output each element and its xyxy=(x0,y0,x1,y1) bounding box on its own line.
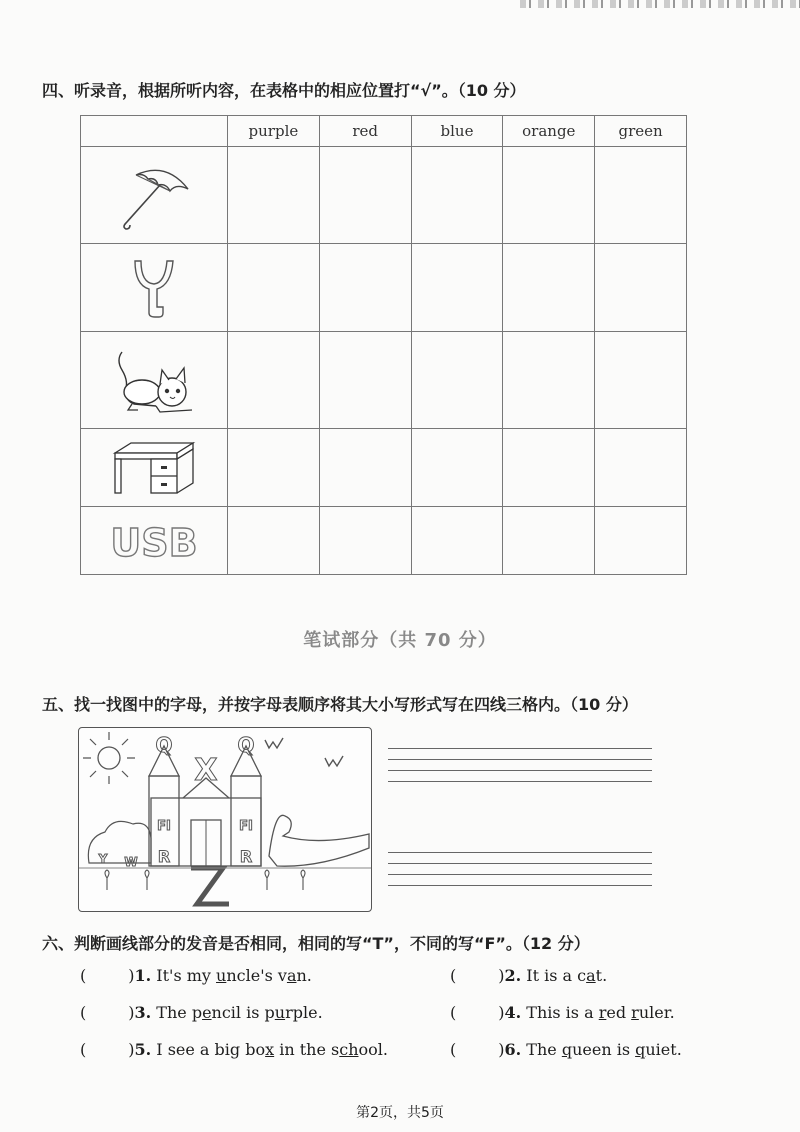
question-text: ueen is xyxy=(572,1040,636,1059)
answer-paren-open[interactable]: ( xyxy=(80,1040,87,1059)
answer-cell[interactable] xyxy=(319,332,411,429)
table-row xyxy=(81,147,687,244)
table-row xyxy=(81,243,687,332)
question-number: 2. xyxy=(504,966,522,985)
question-item xyxy=(450,1040,682,1059)
underlined-sound: r xyxy=(631,1003,639,1022)
svg-text:R: R xyxy=(239,847,253,866)
answer-paren-close: ) xyxy=(128,1040,135,1059)
answer-cell[interactable] xyxy=(411,507,503,575)
answer-cell[interactable] xyxy=(411,332,503,429)
page-footer: 第2页，共5页 xyxy=(356,1105,444,1121)
four-line-grid-2[interactable] xyxy=(388,852,652,896)
answer-cell[interactable] xyxy=(411,147,503,244)
answer-cell[interactable] xyxy=(503,147,595,244)
four-line-grid-1[interactable] xyxy=(388,748,652,792)
column-header: orange xyxy=(503,116,595,147)
question-number: 5. xyxy=(134,1040,152,1059)
answer-paren-open[interactable]: ( xyxy=(450,1040,457,1059)
svg-text:Q: Q xyxy=(237,733,255,757)
umbrella-icon xyxy=(114,159,194,231)
table-corner-cell xyxy=(81,116,228,147)
table-row xyxy=(81,507,687,575)
question-number: 4. xyxy=(504,1003,522,1022)
answer-cell[interactable] xyxy=(319,243,411,332)
listening-table xyxy=(80,115,687,575)
table-header-row xyxy=(81,116,687,147)
answer-cell[interactable] xyxy=(595,243,687,332)
letter-y-icon xyxy=(129,255,179,321)
answer-cell[interactable] xyxy=(319,147,411,244)
question-text: v xyxy=(277,966,287,985)
answer-cell[interactable] xyxy=(319,507,411,575)
cat-icon xyxy=(112,344,196,416)
question-text: This is a xyxy=(521,1003,599,1022)
underlined-sound: e xyxy=(202,1003,212,1022)
answer-paren-open[interactable]: ( xyxy=(450,966,457,985)
written-part-heading: 笔试部分（共 70 分） xyxy=(303,630,497,651)
answer-cell[interactable] xyxy=(595,429,687,507)
answer-paren-open[interactable]: ( xyxy=(450,1003,457,1022)
question-item xyxy=(80,1003,323,1022)
desk-icon xyxy=(111,439,197,497)
answer-paren-open[interactable]: ( xyxy=(80,1003,87,1022)
svg-text:R: R xyxy=(157,847,171,866)
row-image-cell xyxy=(81,243,228,332)
column-header: green xyxy=(595,116,687,147)
underlined-sound: r xyxy=(598,1003,607,1022)
svg-text:FI: FI xyxy=(239,819,253,834)
question-item xyxy=(450,1003,675,1022)
question-text: uler. xyxy=(638,1003,675,1022)
answer-cell[interactable] xyxy=(228,507,320,575)
underlined-sound: u xyxy=(216,966,227,985)
question-number: 1. xyxy=(134,966,152,985)
question-item xyxy=(450,966,607,985)
svg-text:X: X xyxy=(194,753,218,788)
question-text: ncle's xyxy=(226,966,278,985)
answer-cell[interactable] xyxy=(228,429,320,507)
underlined-sound: ch xyxy=(339,1040,359,1059)
question-text: I see a big bo xyxy=(151,1040,266,1059)
section5-title: 五、找一找图中的字母，并按字母表顺序将其大小写形式写在四线三格内。（10 分） xyxy=(42,695,638,714)
castle-scene-icon xyxy=(79,728,371,911)
row-image-cell xyxy=(81,429,228,507)
answer-cell[interactable] xyxy=(503,429,595,507)
letters-picture xyxy=(78,727,372,912)
row-image-cell xyxy=(81,332,228,429)
answer-cell[interactable] xyxy=(595,147,687,244)
column-header: purple xyxy=(228,116,320,147)
answer-cell[interactable] xyxy=(228,332,320,429)
svg-text:Y: Y xyxy=(98,852,108,866)
question-text: ed xyxy=(606,1003,632,1022)
underlined-sound: u xyxy=(274,1003,286,1022)
usb-text-icon xyxy=(109,516,199,566)
answer-cell[interactable] xyxy=(503,507,595,575)
svg-text:W: W xyxy=(124,855,138,869)
answer-cell[interactable] xyxy=(411,429,503,507)
question-number: 3. xyxy=(134,1003,152,1022)
answer-cell[interactable] xyxy=(228,243,320,332)
svg-text:FI: FI xyxy=(157,819,171,834)
question-item xyxy=(80,966,312,985)
answer-cell[interactable] xyxy=(411,243,503,332)
row-image-cell xyxy=(81,507,228,575)
svg-text:USB: USB xyxy=(110,520,198,565)
answer-paren-close: ) xyxy=(128,1003,135,1022)
section6-title: 六、判断画线部分的发音是否相同，相同的写“T”，不同的写“F”。（12 分） xyxy=(42,934,590,953)
question-text: in the s xyxy=(274,1040,340,1059)
question-text: n. xyxy=(296,966,312,985)
svg-text:Q: Q xyxy=(155,733,173,757)
answer-cell[interactable] xyxy=(503,332,595,429)
underlined-sound: q xyxy=(561,1040,573,1059)
answer-cell[interactable] xyxy=(228,147,320,244)
answer-cell[interactable] xyxy=(503,243,595,332)
question-text: ncil is p xyxy=(211,1003,275,1022)
top-decoration xyxy=(520,0,800,8)
answer-paren-close: ) xyxy=(128,966,135,985)
table-row xyxy=(81,332,687,429)
question-text: It's my xyxy=(151,966,217,985)
row-image-cell xyxy=(81,147,228,244)
underlined-sound: a xyxy=(586,966,596,985)
column-header: red xyxy=(319,116,411,147)
table-row xyxy=(81,429,687,507)
question-item xyxy=(80,1040,388,1059)
answer-cell[interactable] xyxy=(595,507,687,575)
question-text: rple. xyxy=(285,1003,323,1022)
answer-paren-close: ) xyxy=(498,1003,505,1022)
answer-paren-close: ) xyxy=(498,966,505,985)
question-text: t. xyxy=(595,966,608,985)
column-header: blue xyxy=(411,116,503,147)
question-text: uiet. xyxy=(645,1040,682,1059)
answer-paren-close: ) xyxy=(498,1040,505,1059)
underlined-sound: q xyxy=(635,1040,646,1059)
answer-cell[interactable] xyxy=(595,332,687,429)
underlined-sound: a xyxy=(286,966,297,985)
question-text: It is a c xyxy=(521,966,587,985)
answer-paren-open[interactable]: ( xyxy=(80,966,87,985)
question-text: The p xyxy=(151,1003,203,1022)
question-number: 6. xyxy=(504,1040,522,1059)
section4-title: 四、听录音，根据所听内容，在表格中的相应位置打“√”。（10 分） xyxy=(42,81,526,100)
question-text: The xyxy=(521,1040,562,1059)
question-text: ool. xyxy=(358,1040,388,1059)
underlined-sound: x xyxy=(265,1040,275,1059)
answer-cell[interactable] xyxy=(319,429,411,507)
